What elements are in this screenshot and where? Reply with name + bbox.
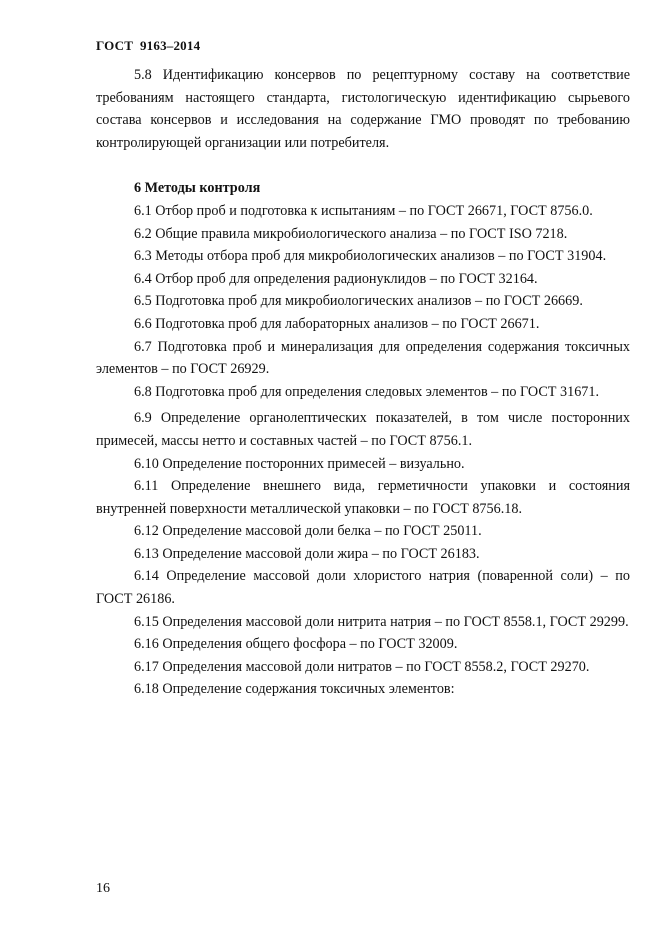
item-6-3: 6.3 Методы отбора проб для микробиологических анализов – по ГОСТ 31904.: [134, 248, 607, 265]
item-6-15: 6.15 Определения массовой доли нитрита натрия – по ГОСТ 8558.1, ГОСТ 29299.: [134, 613, 629, 630]
item-6-7: 6.7 Подготовка проб и минерализация для определения содержания токсичных элементов – по ГОСТ 26929.: [96, 338, 630, 378]
item-6-16: 6.16 Определения общего фосфора – по ГОСТ 32009.: [134, 636, 458, 653]
document-body: [96, 64, 630, 701]
item-6-1: 6.1 Отбор проб и подготовка к испытаниям – по ГОСТ 26671, ГОСТ 8756.0.: [134, 202, 593, 219]
item-6-14: 6.14 Определение массовой доли хлористого натрия (поваренной соли) – по ГОСТ 26186.: [96, 568, 630, 608]
item-6-8: 6.8 Подготовка проб для определения следовых элементов – по ГОСТ 31671.: [134, 383, 600, 400]
page-number: 16: [96, 881, 110, 896]
item-6-2: 6.2 Общие правила микробиологического анализа – по ГОСТ ISO 7218.: [134, 225, 568, 242]
item-6-18: 6.18 Определение содержания токсичных элементов:: [134, 681, 455, 698]
item-6-10: 6.10 Определение посторонних примесей – визуально.: [134, 455, 465, 472]
item-6-9: 6.9 Определение органолептических показателей, в том числе посторонних примесей, массы нетто и составных частей – по ГОСТ 8756.1.: [96, 410, 630, 449]
section-title: 6 Методы контроля: [134, 180, 261, 197]
item-6-12: 6.12 Определение массовой доли белка – по ГОСТ 25011.: [134, 523, 482, 540]
item-6-6: 6.6 Подготовка проб для лабораторных анализов – по ГОСТ 26671.: [134, 315, 540, 332]
paragraph-5-8: 5.8 Идентификацию консервов по рецептурному составу на соответствие требованиям настоящего стандарта, гистологическую идентификацию сырьевого состава консервов и исследования на содержание ГМО проводят по требованию контролирующей организации или потребителя.: [96, 67, 630, 151]
item-6-5: 6.5 Подготовка проб для микробиологических анализов – по ГОСТ 26669.: [134, 293, 583, 310]
document-header: ГОСТ 9163–2014: [96, 38, 201, 53]
item-6-4: 6.4 Отбор проб для определения радионуклидов – по ГОСТ 32164.: [134, 270, 538, 287]
item-6-13: 6.13 Определение массовой доли жира – по ГОСТ 26183.: [134, 545, 480, 562]
item-6-17: 6.17 Определения массовой доли нитратов – по ГОСТ 8558.2, ГОСТ 29270.: [134, 658, 590, 675]
item-6-11: 6.11 Определение внешнего вида, герметичности упаковки и состояния внутренней поверхности металлической упаковки – по ГОСТ 8756.18.: [96, 478, 630, 517]
